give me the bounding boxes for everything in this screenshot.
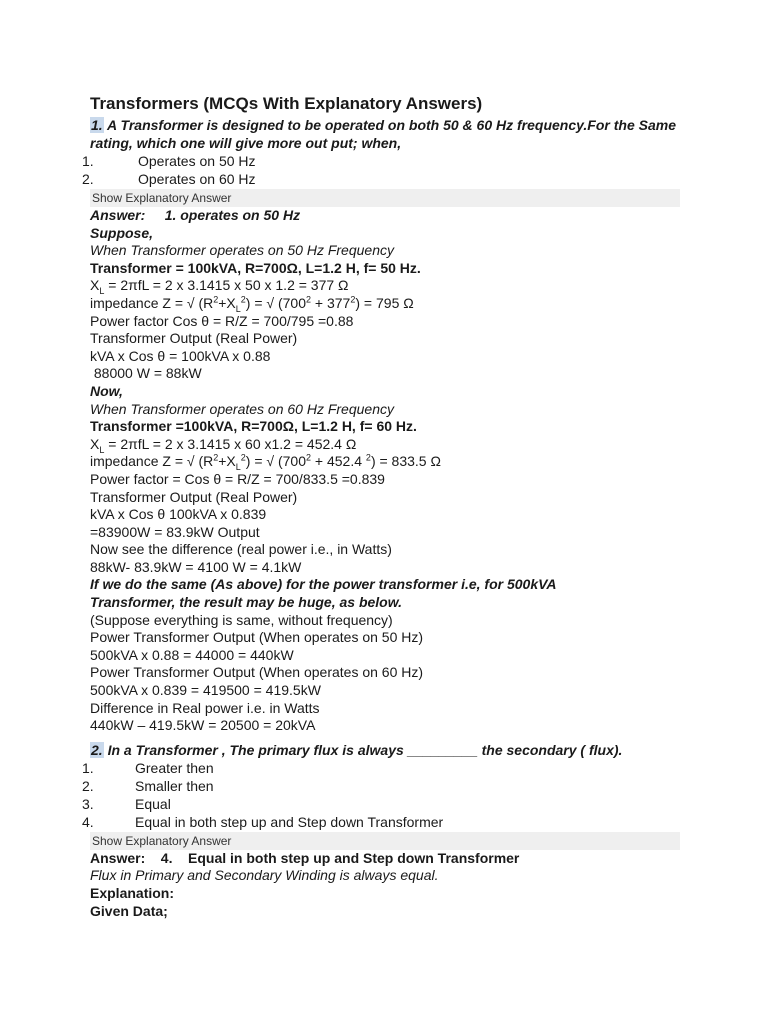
option-text: Operates on 60 Hz: [138, 171, 256, 187]
answer-text: 1. operates on 50 Hz: [164, 207, 301, 223]
output-result-50hz: 88000 W = 88kW: [90, 365, 202, 382]
answer-line: [90, 850, 690, 868]
pto-50hz-calc: 500kVA x 0.88 = 44000 = 440kW: [90, 646, 294, 663]
question-number: 1.: [91, 117, 103, 133]
question-number: 2.: [91, 741, 103, 758]
answer-line: [90, 207, 690, 225]
question-text: A Transformer is designed to be operated on both 50 & 60 Hz frequency.For the Same rating, which one will give more out put; when,: [90, 117, 676, 151]
power-difference-calc: 440kW – 419.5kW = 20500 = 20kVA: [90, 717, 316, 734]
power-transformer-note-2: Transformer, the result may be huge, as below.: [90, 594, 402, 611]
suppose-same-note: (Suppose everything is same, without frequency): [90, 611, 393, 628]
answer-label: Answer:: [90, 849, 146, 866]
show-answer-button[interactable]: Show Explanatory Answer: [90, 832, 680, 850]
output-calc-60hz: kVA x Cos θ 100kVA x 0.839: [90, 506, 267, 523]
document-page: [82, 94, 690, 920]
option-number: 2.: [82, 171, 94, 187]
power-factor-60hz: Power factor = Cos θ = R/Z = 700/833.5 =0.839: [90, 470, 385, 487]
question-2-options: [82, 759, 690, 831]
spec-50hz: Transformer = 100kVA, R=700Ω, L=1.2 H, f= 50 Hz.: [90, 259, 421, 276]
option-item: [82, 777, 690, 795]
given-data-heading: Given Data;: [90, 902, 168, 919]
option-item: [82, 813, 690, 831]
spec-60hz: Transformer =100kVA, R=700Ω, L=1.2 H, f= 60 Hz.: [90, 418, 417, 435]
scenario-60hz: When Transformer operates on 60 Hz Frequency: [90, 400, 394, 417]
option-item: [82, 759, 690, 777]
power-difference-title: Difference in Real power i.e. in Watts: [90, 699, 320, 716]
show-answer-button[interactable]: Show Explanatory Answer: [90, 189, 680, 207]
page-title: Transformers (MCQs With Explanatory Answers): [90, 94, 483, 113]
option-number: 4.: [82, 813, 94, 830]
pto-60hz-title: Power Transformer Output (When operates on 60 Hz): [90, 664, 424, 681]
answer-text: 4. Equal in both step up and Step down Transformer: [160, 849, 520, 866]
option-number: 1.: [82, 759, 94, 776]
option-number: 3.: [82, 795, 94, 812]
difference-title: Now see the difference (real power i.e., in Watts): [90, 541, 392, 558]
suppose-heading: Suppose,: [90, 224, 154, 241]
output-calc-50hz: kVA x Cos θ = 100kVA x 0.88: [90, 347, 271, 364]
reactance-60hz: $X_L = 2\pi fL = 2$ x 3.1415 x 60 x1.2 = 452.4 Ω: [90, 435, 357, 455]
question-1: [90, 116, 690, 152]
difference-calc: 88kW- 83.9kW = 4100 W = 4.1kW: [90, 558, 302, 575]
option-item: [82, 152, 690, 170]
option-number: 2.: [82, 777, 94, 794]
option-text: Smaller then: [135, 777, 214, 794]
power-transformer-note-1: If we do the same (As above) for the power transformer i.e, for 500kVA: [90, 576, 557, 593]
question-2: [90, 741, 690, 759]
impedance-60hz: impedance Z = √ $(R^2+X_L^2)$ = √ ($700^2 + 452.4$ $^2$) = 833.5 Ω: [90, 452, 441, 473]
output-title-60hz: Transformer Output (Real Power): [90, 488, 298, 505]
impedance-50hz: impedance Z = √ $(R^2+X_L^2)$ = √ $(700^2 + 377^2) = 795$ Ω: [90, 294, 414, 314]
question-text: In a Transformer , The primary flux is always _________ the secondary ( flux).: [103, 741, 623, 758]
option-item: [82, 795, 690, 813]
reactance-50hz: $X_L = 2\pi fL = 2$ x 3.1415 x 50 x 1.2 = 377 Ω: [90, 277, 349, 297]
option-number: 1.: [82, 153, 94, 169]
pto-60hz-calc: 500kVA x 0.839 = 419500 = 419.5kW: [90, 682, 321, 699]
output-result-60hz: =83900W = 83.9kW Output: [90, 523, 260, 540]
explanation-heading: Explanation:: [90, 885, 175, 901]
option-text: Operates on 50 Hz: [138, 153, 256, 169]
output-title-50hz: Transformer Output (Real Power): [90, 330, 298, 347]
option-text: Greater then: [135, 759, 214, 776]
question-1-options: [82, 152, 690, 188]
scenario-50hz: When Transformer operates on 50 Hz Frequency: [90, 242, 394, 259]
now-heading: Now,: [90, 382, 123, 399]
power-factor-50hz: Power factor Cos θ = R/Z = 700/795 =0.88: [90, 312, 354, 329]
answer-label: Answer:: [90, 207, 146, 223]
option-item: [82, 170, 690, 188]
option-text: Equal: [135, 795, 171, 812]
pto-50hz-title: Power Transformer Output (When operates on 50 Hz): [90, 629, 424, 646]
option-text: Equal in both step up and Step down Transformer: [135, 813, 444, 830]
flux-note: Flux in Primary and Secondary Winding is always equal.: [90, 867, 439, 884]
